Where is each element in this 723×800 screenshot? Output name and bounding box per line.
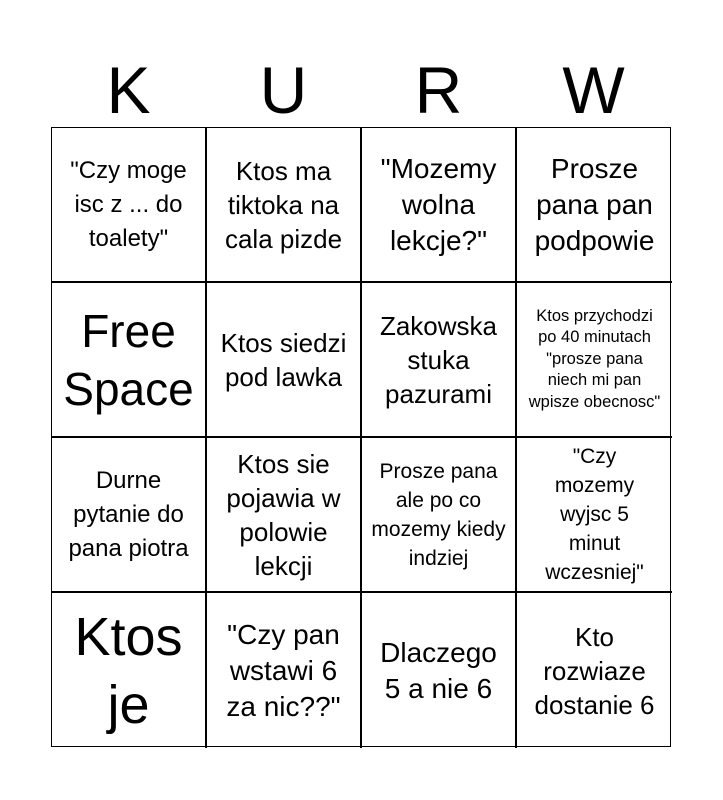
cell-text: "Czy moge isc z ... do toalety" [70, 156, 187, 252]
bingo-cell [207, 438, 362, 593]
bingo-grid [51, 127, 671, 747]
cell-text: Free Space [63, 304, 194, 415]
cell-text: "Czy mozemy wyjsc 5 minut wczesniej" [545, 445, 644, 584]
cell-text: Zakowska stuka pazurami [379, 310, 498, 409]
cell-text: Ktos siedzi pod lawka [220, 327, 347, 392]
bingo-cell [52, 593, 207, 748]
cell-text: Durne pytanie do pana piotra [68, 466, 189, 562]
bingo-cell [362, 128, 517, 283]
header-letter-2: U [259, 53, 308, 127]
bingo-cell [517, 128, 672, 283]
bingo-cell [362, 438, 517, 593]
bingo-cell [52, 438, 207, 593]
header-letter-3: R [414, 53, 463, 127]
cell-text: Prosze pana ale po co mozemy kiedy indziej [371, 459, 506, 570]
bingo-cell [517, 283, 672, 438]
bingo-cell [362, 593, 517, 748]
cell-text: Dlaczego 5 a nie 6 [380, 636, 497, 704]
bingo-cell [52, 283, 207, 438]
bingo-cell [207, 593, 362, 748]
cell-text: Ktos je [74, 606, 183, 735]
cell-text: Ktos sie pojawia w polowie lekcji [226, 448, 341, 581]
cell-text: Kto rozwiaze dostanie 6 [534, 621, 655, 720]
bingo-cell [52, 128, 207, 283]
bingo-header [51, 52, 671, 128]
bingo-cell [207, 283, 362, 438]
bingo-cell [517, 593, 672, 748]
bingo-cell [362, 283, 517, 438]
bingo-cell [517, 438, 672, 593]
cell-text: Prosze pana pan podpowie [534, 152, 655, 256]
cell-text: "Mozemy wolna lekcje?" [380, 152, 497, 256]
cell-text: Ktos ma tiktoka na cala pizde [224, 155, 343, 254]
header-letter-4: W [562, 53, 625, 127]
cell-text: "Czy pan wstawi 6 za nic??" [226, 618, 341, 722]
bingo-cell [207, 128, 362, 283]
header-letter-1: K [106, 53, 151, 127]
cell-text: Ktos przychodzi po 40 minutach "prosze pana niech mi pan wpisze obecnosc" [528, 306, 661, 411]
